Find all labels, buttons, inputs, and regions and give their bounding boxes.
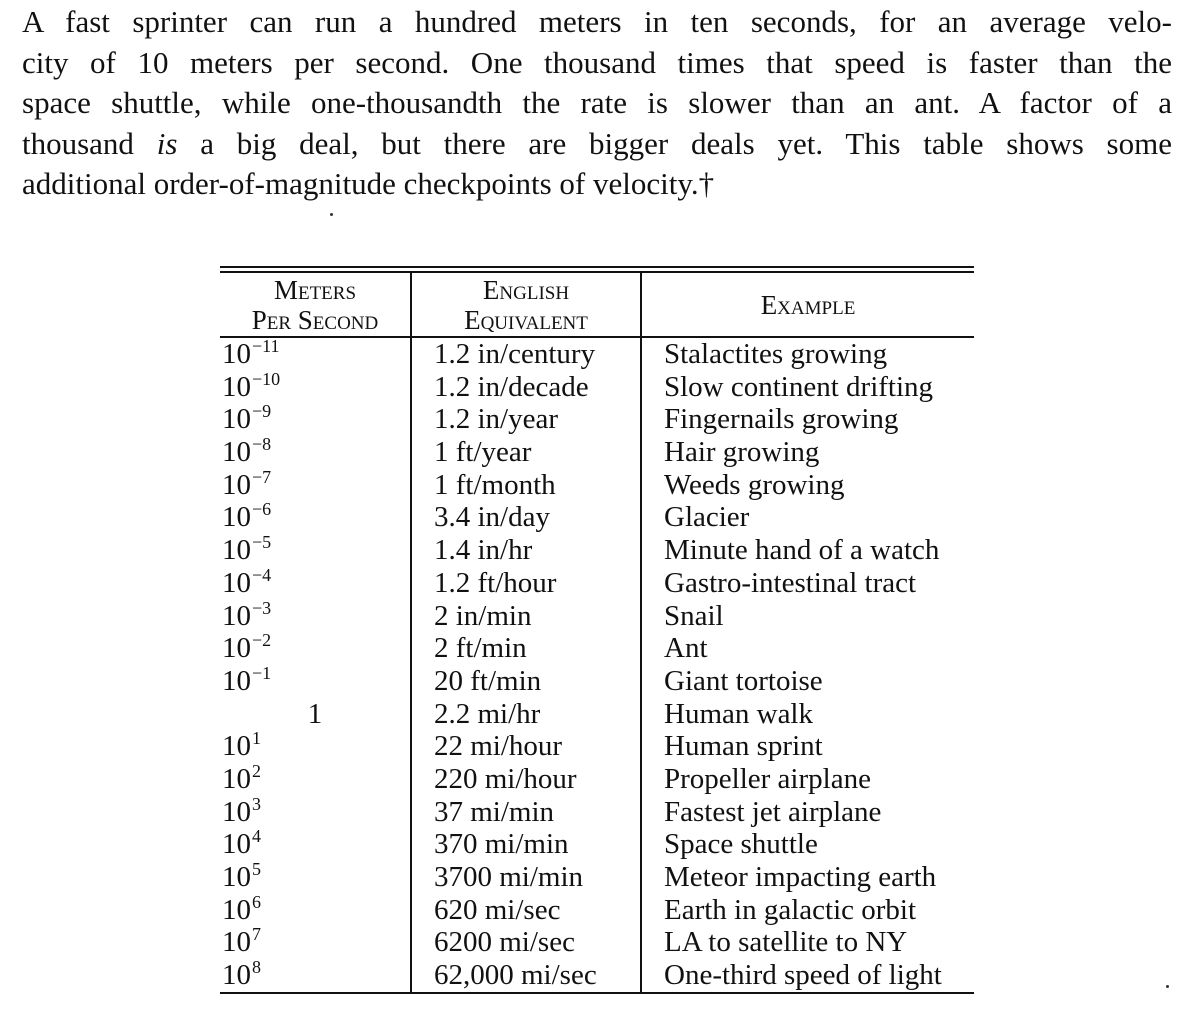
power-base: 10 (222, 599, 251, 632)
cell-meters-per-second (220, 730, 410, 763)
power-exponent: 6 (252, 891, 261, 912)
cell-english-equivalent: 6200 mi/sec (410, 926, 640, 959)
cell-english-equivalent: 2 ft/min (410, 632, 640, 665)
power-base: 1 (307, 697, 323, 730)
paragraph-line-5: additional order-of-magnitude checkpoints of velocity.† (22, 166, 715, 201)
power-exponent: −4 (252, 564, 272, 585)
header-col1-line2: Per Second (251, 304, 379, 335)
cell-example: Ant (640, 632, 974, 665)
table-row (220, 828, 974, 861)
cell-example: Space shuttle (640, 828, 974, 861)
power-base: 10 (222, 468, 251, 501)
velocity-table (220, 266, 974, 994)
cell-english-equivalent: 1.4 in/hr (410, 534, 640, 567)
power-exponent: 1 (252, 728, 261, 749)
cell-english-equivalent: 3700 mi/min (410, 861, 640, 894)
cell-english-equivalent: 2 in/min (410, 600, 640, 633)
cell-english-equivalent: 370 mi/min (410, 828, 640, 861)
cell-example: Minute hand of a watch (640, 534, 974, 567)
header-col2-line2: Equivalent (464, 304, 588, 335)
cell-meters-per-second (220, 926, 410, 959)
cell-english-equivalent: 220 mi/hour (410, 763, 640, 796)
table-row (220, 959, 974, 992)
cell-english-equivalent: 1.2 in/century (410, 338, 640, 371)
cell-english-equivalent: 620 mi/sec (410, 894, 640, 927)
power-base: 10 (222, 730, 251, 763)
cell-example: Earth in galactic orbit (640, 894, 974, 927)
cell-example: Fingernails growing (640, 403, 974, 436)
table-bottom-rule (220, 992, 974, 994)
table-header (220, 273, 974, 338)
power-exponent: −6 (252, 499, 272, 520)
power-exponent: −8 (252, 434, 272, 455)
cell-meters-per-second (220, 338, 410, 371)
cell-example: Human sprint (640, 730, 974, 763)
emphasis-is: is (156, 125, 178, 161)
power-exponent: 2 (252, 760, 261, 781)
header-example (640, 273, 974, 336)
table-row (220, 760, 974, 796)
table-row (220, 926, 974, 959)
power-base: 10 (222, 403, 251, 436)
table-body (220, 338, 974, 992)
cell-example: Meteor impacting earth (640, 861, 974, 894)
cell-english-equivalent: 2.2 mi/hr (410, 698, 640, 731)
cell-meters-per-second (220, 534, 410, 567)
power-base: 10 (222, 926, 251, 959)
cell-english-equivalent: 3.4 in/day (410, 501, 640, 534)
table-row (220, 436, 974, 469)
table-row (220, 564, 974, 600)
table-row (220, 338, 974, 371)
power-base: 10 (222, 959, 251, 992)
power-base: 10 (222, 632, 251, 665)
cell-meters-per-second (220, 760, 410, 796)
cell-meters-per-second (220, 436, 410, 469)
table-row (220, 466, 974, 502)
cell-english-equivalent: 1 ft/year (410, 436, 640, 469)
table-row (220, 632, 974, 665)
cell-example: LA to satellite to NY (640, 926, 974, 959)
cell-english-equivalent: 20 ft/min (410, 665, 640, 698)
power-exponent: −7 (252, 466, 272, 487)
cell-meters-per-second (220, 793, 410, 829)
power-exponent: 7 (252, 924, 261, 945)
power-base: 10 (222, 664, 251, 697)
table-row (220, 891, 974, 927)
paragraph-line-3: space shuttle, while one-thousandth the rate is slower than an ant. A factor of a (22, 85, 1172, 120)
cell-english-equivalent: 37 mi/min (410, 796, 640, 829)
cell-example: Fastest jet airplane (640, 796, 974, 829)
cell-meters-per-second (220, 891, 410, 927)
power-exponent: 8 (252, 957, 261, 978)
power-base: 10 (222, 795, 251, 828)
table-row (220, 730, 974, 763)
cell-example: Giant tortoise (640, 665, 974, 698)
cell-meters-per-second (220, 368, 410, 404)
cell-meters-per-second (220, 698, 410, 731)
power-exponent: 5 (252, 859, 261, 879)
power-exponent: −10 (252, 368, 281, 389)
cell-meters-per-second (220, 632, 410, 665)
intro-paragraph (22, 2, 1172, 205)
cell-example: Stalactites growing (640, 338, 974, 371)
cell-meters-per-second (220, 466, 410, 502)
cell-meters-per-second (220, 597, 410, 633)
cell-example: Weeds growing (640, 469, 974, 502)
power-base: 10 (222, 501, 251, 534)
paragraph-line-4-start: thousand (22, 125, 157, 161)
cell-example: Hair growing (640, 436, 974, 469)
cell-example: Gastro-intestinal tract (640, 567, 974, 600)
paragraph-line-4-end: a big deal, but there are bigger deals yet. This table shows some (177, 125, 1172, 161)
cell-english-equivalent: 1.2 in/year (410, 403, 640, 436)
table-top-rule (220, 266, 974, 273)
cell-english-equivalent: 1.2 in/decade (410, 371, 640, 404)
cell-example: Glacier (640, 501, 974, 534)
power-exponent: 3 (252, 793, 261, 814)
paragraph-line-1: A fast sprinter can run a hundred meters in ten seconds, for an average velo- (22, 4, 1172, 39)
power-exponent: −11 (252, 336, 280, 356)
power-base: 10 (222, 436, 251, 469)
power-base: 10 (222, 762, 251, 795)
power-exponent: 4 (252, 826, 261, 847)
power-exponent: −1 (252, 662, 272, 683)
table-row (220, 698, 974, 731)
power-exponent: −3 (252, 597, 272, 618)
power-base: 10 (222, 370, 251, 403)
cell-example: Slow continent drifting (640, 371, 974, 404)
cell-meters-per-second (220, 564, 410, 600)
power-base: 10 (222, 534, 251, 567)
power-base: 10 (222, 566, 251, 599)
table-row (220, 793, 974, 829)
cell-english-equivalent: 22 mi/hour (410, 730, 640, 763)
table-row (220, 662, 974, 698)
cell-english-equivalent: 1 ft/month (410, 469, 640, 502)
table-row (220, 368, 974, 404)
scan-speck (330, 213, 333, 216)
power-exponent: −2 (252, 630, 272, 651)
table-row (220, 597, 974, 633)
scan-speck (1166, 985, 1169, 988)
table-row (220, 534, 974, 567)
power-exponent: −5 (252, 532, 272, 553)
cell-meters-per-second (220, 959, 410, 992)
header-col2-line1: English (482, 274, 570, 305)
cell-meters-per-second (220, 403, 410, 436)
power-base: 10 (222, 861, 251, 893)
cell-english-equivalent: 62,000 mi/sec (410, 959, 640, 992)
paragraph-line-4 (22, 124, 1172, 165)
cell-example: Snail (640, 600, 974, 633)
cell-english-equivalent: 1.2 ft/hour (410, 567, 640, 600)
cell-example: One-third speed of light (640, 959, 974, 992)
cell-example: Propeller airplane (640, 763, 974, 796)
cell-meters-per-second (220, 501, 410, 534)
power-exponent: −9 (252, 401, 272, 422)
header-meters-per-second (220, 273, 410, 336)
table-row (220, 501, 974, 534)
paragraph-line-2: city of 10 meters per second. One thousand times that speed is faster than the (22, 44, 1172, 80)
table-row (220, 861, 974, 894)
cell-meters-per-second (220, 828, 410, 861)
header-col1-line1: Meters (273, 274, 357, 305)
power-base: 10 (222, 893, 251, 926)
power-base: 10 (222, 828, 251, 861)
cell-meters-per-second (220, 861, 410, 894)
power-base: 10 (222, 338, 251, 370)
header-col3: Example (760, 289, 856, 320)
header-english-equivalent (410, 273, 640, 336)
cell-meters-per-second (220, 662, 410, 698)
cell-example: Human walk (640, 698, 974, 731)
table-row (220, 403, 974, 436)
